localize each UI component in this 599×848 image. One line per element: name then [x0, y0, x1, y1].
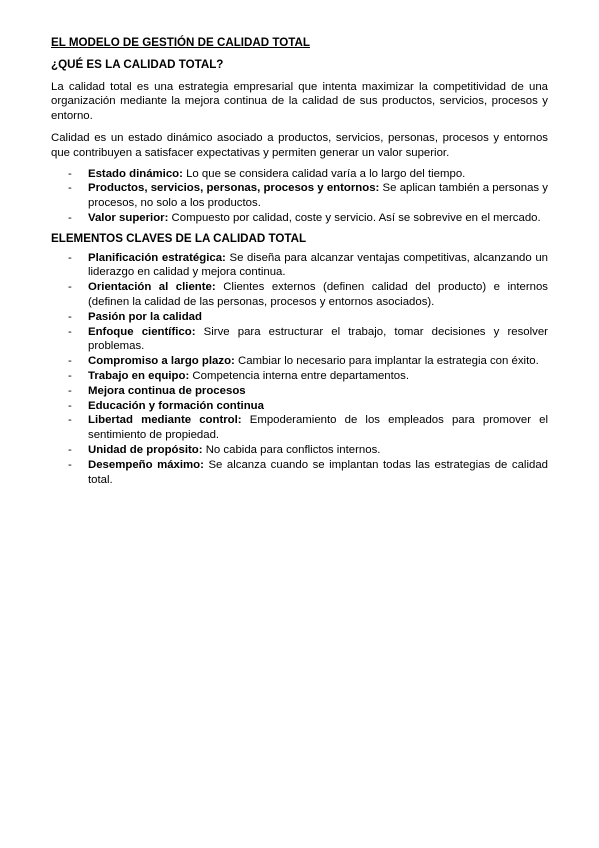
- dash-bullet: -: [68, 458, 72, 471]
- list-item: [51, 310, 548, 325]
- bullet-term: Planificación estratégica:: [88, 251, 226, 264]
- bullet-text: Se diseña para alcanzar ventajas competitivas, alcanzando un liderazgo en calidad y mejora continua.: [88, 251, 549, 279]
- bullet-term: Valor superior:: [88, 211, 169, 224]
- bullet-text: No cabida para conflictos internos.: [202, 443, 381, 456]
- dash-bullet: -: [68, 310, 72, 323]
- list-item: [51, 167, 548, 182]
- dash-bullet: -: [68, 182, 72, 195]
- list-item: [51, 399, 548, 414]
- bullet-term: Orientación al cliente:: [88, 281, 216, 294]
- dash-bullet: -: [68, 369, 72, 382]
- bullet-term: Estado dinámico:: [88, 167, 183, 180]
- list-item: [51, 413, 548, 443]
- bullet-term: Unidad de propósito:: [88, 443, 203, 456]
- bullet-text: Compuesto por calidad, coste y servicio. Así se sobrevive en el mercado.: [168, 211, 541, 224]
- list-item: [51, 384, 548, 399]
- bullet-text: Empoderamiento de los empleados para promover el sentimiento de propiedad.: [88, 414, 549, 442]
- bullet-text: Clientes externos (definen calidad del producto) e internos (definen la calidad de las personas, procesos y entornos asociados).: [88, 281, 548, 308]
- key-elements-list: [51, 251, 548, 488]
- list-item: [51, 369, 548, 384]
- list-item: [51, 325, 548, 355]
- dash-bullet: -: [68, 443, 72, 456]
- list-item: [51, 458, 548, 488]
- list-item: [51, 354, 548, 369]
- list-item: [51, 443, 548, 458]
- bullet-term: Pasión por la calidad: [88, 310, 202, 323]
- dash-bullet: -: [68, 399, 72, 412]
- quality-characteristics-list: [51, 167, 548, 226]
- bullet-term: Productos, servicios, personas, procesos y entornos:: [88, 182, 380, 195]
- list-item: [51, 211, 548, 226]
- paragraph-definition: La calidad total es una estrategia empresarial que intenta maximizar la competitividad de una organización mediante la mejora continua de la calidad de sus productos, servicios, procesos y entorno.: [51, 80, 548, 123]
- section-heading-what-is-total-quality: ¿QUÉ ES LA CALIDAD TOTAL?: [51, 57, 224, 71]
- dash-bullet: -: [68, 384, 72, 397]
- dash-bullet: -: [68, 355, 72, 368]
- dash-bullet: -: [68, 281, 72, 294]
- list-item: [51, 181, 548, 211]
- bullet-text: Se alcanza cuando se implantan todas las estrategias de calidad total.: [88, 458, 549, 486]
- bullet-text: Sirve para estructurar el trabajo, tomar decisiones y resolver problemas.: [88, 325, 548, 353]
- dash-bullet: -: [68, 325, 72, 338]
- dash-bullet: -: [68, 167, 72, 180]
- list-item: [51, 280, 548, 310]
- bullet-term: Enfoque científico:: [88, 325, 196, 338]
- bullet-term: Mejora continua de procesos: [88, 384, 246, 397]
- bullet-text: Se aplican también a personas y procesos, no solo a los productos.: [88, 182, 548, 210]
- bullet-term: Compromiso a largo plazo:: [88, 355, 235, 368]
- paragraph-quality-state: Calidad es un estado dinámico asociado a productos, servicios, personas, procesos y entornos que contribuyen a satisfacer expectativas y permiten generar un valor superior.: [51, 131, 548, 159]
- dash-bullet: -: [68, 211, 72, 224]
- bullet-text: Competencia interna entre departamentos.: [189, 369, 409, 382]
- document-title: EL MODELO DE GESTIÓN DE CALIDAD TOTAL: [51, 36, 310, 49]
- bullet-term: Libertad mediante control:: [88, 414, 242, 427]
- list-item: [51, 251, 548, 281]
- section-heading-key-elements: ELEMENTOS CLAVES DE LA CALIDAD TOTAL: [51, 231, 307, 245]
- bullet-text: Lo que se considera calidad varía a lo largo del tiempo.: [182, 167, 466, 180]
- dash-bullet: -: [68, 251, 72, 264]
- bullet-term: Desempeño máximo:: [88, 458, 204, 471]
- dash-bullet: -: [68, 414, 72, 427]
- document-page: [51, 36, 548, 487]
- bullet-text: Cambiar lo necesario para implantar la estrategia con éxito.: [234, 355, 539, 368]
- bullet-term: Educación y formación continua: [88, 399, 264, 412]
- bullet-term: Trabajo en equipo:: [88, 369, 190, 382]
